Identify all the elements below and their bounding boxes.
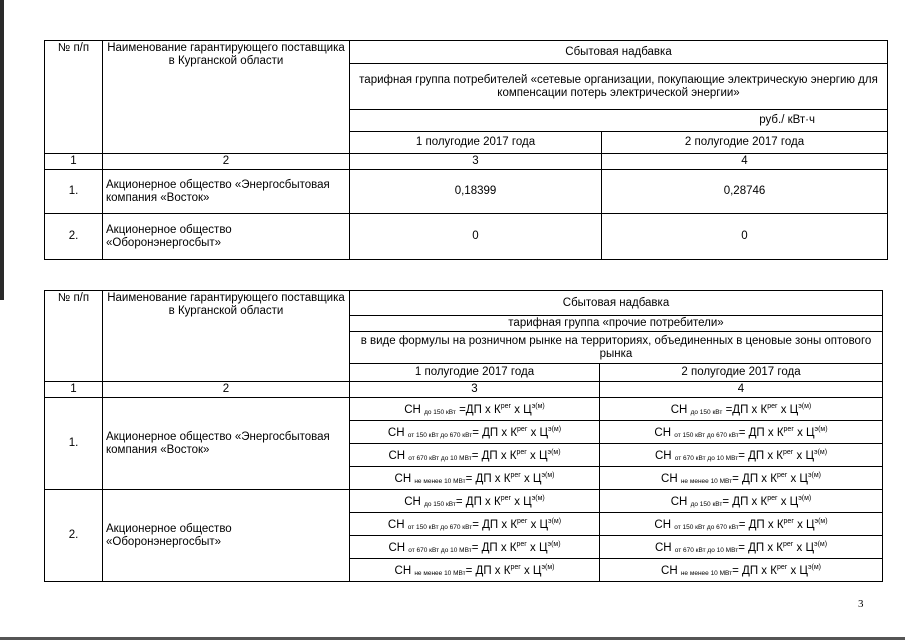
row-number: 2. xyxy=(45,214,103,260)
header-half2: 2 полугодие 2017 года xyxy=(600,364,883,382)
formula-cell: СН $_{от 150 кВт до 670 кВт}$= ДП х $К^{рег}$ х $Ц^{э(м)}$ xyxy=(600,421,883,444)
markup-value-h1: 0,18399 xyxy=(350,170,602,214)
formula-cell: СН $_{до 150 кВт}$ =ДП х $К^{рег}$ х $Ц^{э(м)}$ xyxy=(600,398,883,421)
formula-cell: СН $_{от 670 кВт до 10 МВт}$= ДП х $К^{рег}$ х $Ц^{э(м)}$ xyxy=(600,536,883,559)
column-number: 3 xyxy=(350,382,600,398)
formula-cell: СН $_{от 150 кВт до 670 кВт}$= ДП х $К^{рег}$ х $Ц^{э(м)}$ xyxy=(350,513,600,536)
supplier-name: Акционерное общество «Оборонэнергосбыт» xyxy=(103,490,350,582)
header-tariff-group: тарифная группа потребителей «сетевые организации, покупающие электрическую энергию для компенсации потерь электрической энергии» xyxy=(350,64,888,110)
column-number: 2 xyxy=(103,154,350,170)
markup-value-h1: 0 xyxy=(350,214,602,260)
column-number: 3 xyxy=(350,154,602,170)
tariff-table-other-consumers xyxy=(44,290,883,582)
header-number: № п/п xyxy=(45,41,103,154)
formula-cell: СН $_{от 150 кВт до 670 кВт}$= ДП х $К^{рег}$ х $Ц^{э(м)}$ xyxy=(350,421,600,444)
header-half2: 2 полугодие 2017 года xyxy=(602,132,888,154)
header-formula-desc: в виде формулы на розничном рынке на территориях, объединенных в ценовые зоны оптового рынка xyxy=(350,332,883,364)
column-number: 1 xyxy=(45,154,103,170)
column-number: 1 xyxy=(45,382,103,398)
header-number: № п/п xyxy=(45,291,103,382)
table-row xyxy=(45,490,883,513)
header-unit: руб./ кВт·ч xyxy=(350,110,888,132)
formula-cell: СН $_{до 150 кВт}$= ДП х $К^{рег}$ х $Ц^{э(м)}$ xyxy=(350,490,600,513)
markup-value-h2: 0,28746 xyxy=(602,170,888,214)
column-number: 4 xyxy=(602,154,888,170)
formula-cell: СН $_{не менее 10 МВт}$= ДП х $К^{рег}$ х $Ц^{э(м)}$ xyxy=(350,467,600,490)
header-half1: 1 полугодие 2017 года xyxy=(350,364,600,382)
row-number: 2. xyxy=(45,490,103,582)
scan-edge xyxy=(0,0,4,300)
row-number: 1. xyxy=(45,170,103,214)
page-number: 3 xyxy=(858,598,864,610)
supplier-name: Акционерное общество «Оборонэнергосбыт» xyxy=(103,214,350,260)
header-half1: 1 полугодие 2017 года xyxy=(350,132,602,154)
header-supplier-name: Наименование гарантирующего поставщика в Курганской области xyxy=(103,41,350,154)
column-number: 2 xyxy=(103,382,350,398)
supplier-name: Акционерное общество «Энергосбытовая компания «Восток» xyxy=(103,170,350,214)
formula-cell: СН $_{до 150 кВт}$= ДП х $К^{рег}$ х $Ц^{э(м)}$ xyxy=(600,490,883,513)
formula-cell: СН $_{не менее 10 МВт}$= ДП х $К^{рег}$ х $Ц^{э(м)}$ xyxy=(600,467,883,490)
row-number: 1. xyxy=(45,398,103,490)
markup-value-h2: 0 xyxy=(602,214,888,260)
header-sales-markup: Сбытовая надбавка xyxy=(350,291,883,316)
formula-cell: СН $_{до 150 кВт}$ =ДП х $К^{рег}$ х $Ц^{э(м)}$ xyxy=(350,398,600,421)
header-supplier-name: Наименование гарантирующего поставщика в Курганской области xyxy=(103,291,350,382)
tariff-table-network-orgs xyxy=(44,40,888,260)
supplier-name: Акционерное общество «Энергосбытовая компания «Восток» xyxy=(103,398,350,490)
table-row xyxy=(45,398,883,421)
header-tariff-group: тарифная группа «прочие потребители» xyxy=(350,316,883,332)
formula-cell: СН $_{от 670 кВт до 10 МВт}$= ДП х $К^{рег}$ х $Ц^{э(м)}$ xyxy=(600,444,883,467)
table-row xyxy=(45,214,888,260)
column-number: 4 xyxy=(600,382,883,398)
header-sales-markup: Сбытовая надбавка xyxy=(350,41,888,64)
formula-cell: СН $_{от 150 кВт до 670 кВт}$= ДП х $К^{рег}$ х $Ц^{э(м)}$ xyxy=(600,513,883,536)
formula-cell: СН $_{от 670 кВт до 10 МВт}$= ДП х $К^{рег}$ х $Ц^{э(м)}$ xyxy=(350,536,600,559)
formula-cell: СН $_{от 670 кВт до 10 МВт}$= ДП х $К^{рег}$ х $Ц^{э(м)}$ xyxy=(350,444,600,467)
formula-cell: СН $_{не менее 10 МВт}$= ДП х $К^{рег}$ х $Ц^{э(м)}$ xyxy=(600,559,883,582)
formula-cell: СН $_{не менее 10 МВт}$= ДП х $К^{рег}$ х $Ц^{э(м)}$ xyxy=(350,559,600,582)
table-row xyxy=(45,170,888,214)
